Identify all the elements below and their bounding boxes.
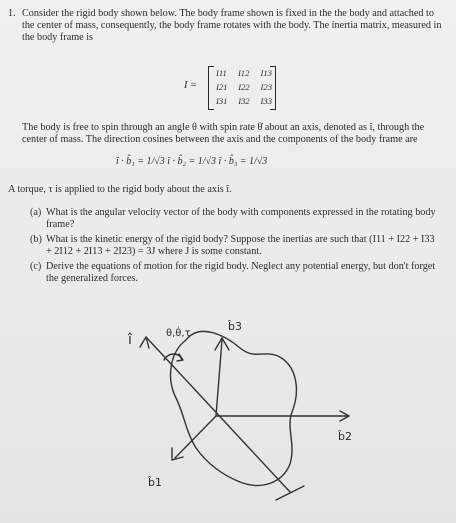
part-a-label: (a)	[30, 207, 42, 218]
part-b-text: What is the kinetic energy of the rigid body? Suppose the inertias are such that (I11 + I22 + I33 + 2I12 + 2I13 + 2I23) = 3J where J is some constant.	[46, 234, 435, 258]
matrix-lhs: I =	[184, 80, 197, 91]
label-b3: b̂3	[228, 320, 242, 333]
body-outline	[171, 331, 297, 485]
matrix-cell: I11	[216, 68, 227, 78]
spin-description: The body is free to spin through an angle θ with spin rate θ̇ about an axis, denoted as î, through the center of mass. The direction cosines between the axis and the components of the body frame are	[22, 122, 425, 146]
matrix-cell: I13	[260, 68, 272, 78]
b1-arrowhead	[172, 448, 183, 460]
spin-axis	[146, 337, 290, 492]
direction-cosines: î · b̂₁ = 1/√3 î · b̂₂ = 1/√3 î · b̂₃ = 1/√3	[116, 156, 268, 167]
label-spin-variables: θ,θ̇,τ	[166, 328, 191, 339]
part-b-label: (b)	[30, 234, 42, 245]
problem-intro: Consider the rigid body shown below. The body frame shown is fixed in the the body and attached to the center of mass, consequently, the body frame rotates with the body. The inertia matrix, measured in the body frame is	[22, 8, 442, 44]
matrix-cell: I23	[260, 82, 272, 92]
label-i-hat: î	[128, 332, 132, 348]
torque-statement: A torque, τ is applied to the rigid body about the axis î.	[8, 184, 232, 195]
matrix-cell: I21	[216, 82, 228, 92]
matrix-cell: I12	[237, 68, 250, 78]
part-c-label: (c)	[30, 261, 42, 272]
b3-base-tick	[276, 486, 304, 500]
label-b2: b̂2	[338, 430, 352, 443]
b3-axis	[216, 340, 222, 416]
b1-axis	[175, 416, 216, 458]
matrix-cell: I22	[238, 82, 250, 92]
part-c-text: Derive the equations of motion for the rigid body. Neglect any potential energy, but don't forget the generalized forces.	[46, 261, 436, 285]
matrix-cell: I31	[216, 96, 228, 106]
matrix-cell: I33	[260, 96, 272, 106]
part-a-text: What is the angular velocity vector of the body with components expressed in the rotating body frame?	[46, 207, 436, 231]
problem-number: 1.	[8, 8, 16, 19]
label-b1: b̂1	[148, 476, 162, 489]
matrix-cell: I32	[238, 96, 250, 106]
